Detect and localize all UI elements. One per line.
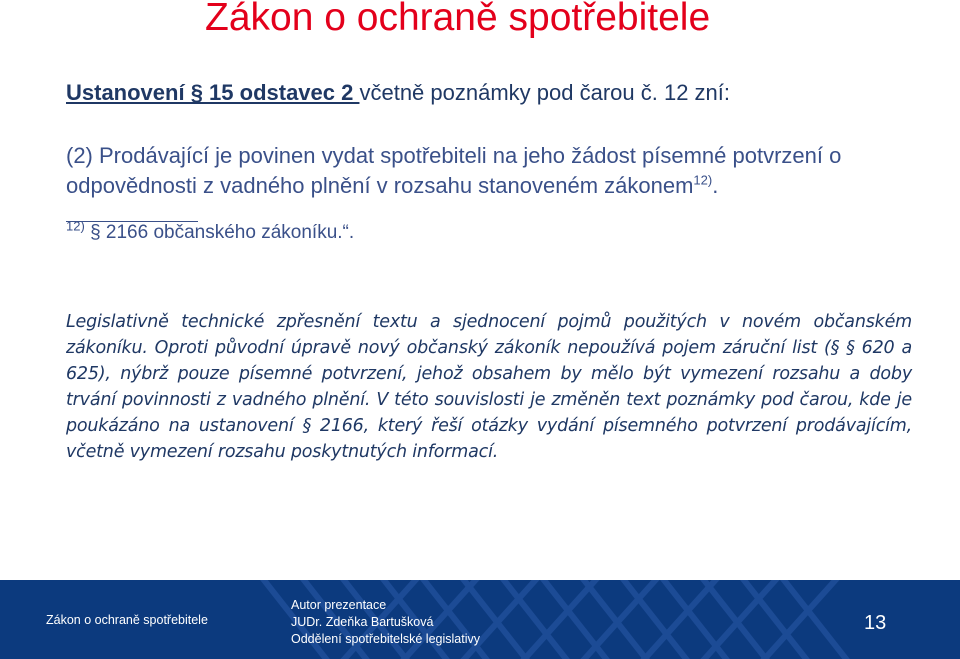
- footer-author-block: [291, 597, 480, 648]
- explanation-text: Legislativně technické zpřesnění textu a sjednocení pojmů použitých v novém občanském zákoníku. Oproti původní úpravě nový občanský zákoník nepoužívá pojem záruční list (§ § 620 a 625), nýbrž pouze písemné potvrzení, jehož obsahem by mělo být vymezení rozsahu a doby trvání povinnosti z vadného plnění. V této souvislosti je změněn text poznámky pod čarou, kde je poukázáno na ustanovení § 2166, který řeší otázky vydání písemného potvrzení prodávajícím, včetně vymezení rozsahu poskytnutých informací.: [66, 312, 912, 462]
- footer-bar: [0, 580, 960, 659]
- paragraph-text: (2) Prodávající je povinen vydat spotřebiteli na jeho žádost písemné potvrzení o odpovědnosti z vadného plnění v rozsahu stanoveném zákonem: [66, 143, 842, 198]
- footnote: [66, 218, 355, 244]
- footnote-text: § 2166 občanského zákoníku.“.: [84, 222, 355, 243]
- paragraph-end: .: [712, 173, 719, 198]
- page-number: 13: [864, 612, 887, 634]
- provision-paragraph: [66, 141, 926, 201]
- footer-department: Oddělení spotřebitelské legislativy: [291, 632, 480, 646]
- footer-author-name: JUDr. Zdeňka Bartušková: [291, 615, 434, 629]
- slide-title: Zákon o ochraně spotřebitele: [205, 0, 711, 39]
- footer-law-name: Zákon o ochraně spotřebitele: [46, 613, 208, 627]
- footer-author-label: Autor prezentace: [291, 598, 387, 612]
- provision-reference: Ustanovení § 15 odstavec 2: [66, 80, 360, 105]
- footnote-marker: 12): [693, 172, 713, 188]
- heading-rest: včetně poznámky pod čarou č. 12 zní:: [359, 80, 731, 105]
- footnote-number: 12): [66, 218, 85, 234]
- section-heading: [66, 80, 730, 106]
